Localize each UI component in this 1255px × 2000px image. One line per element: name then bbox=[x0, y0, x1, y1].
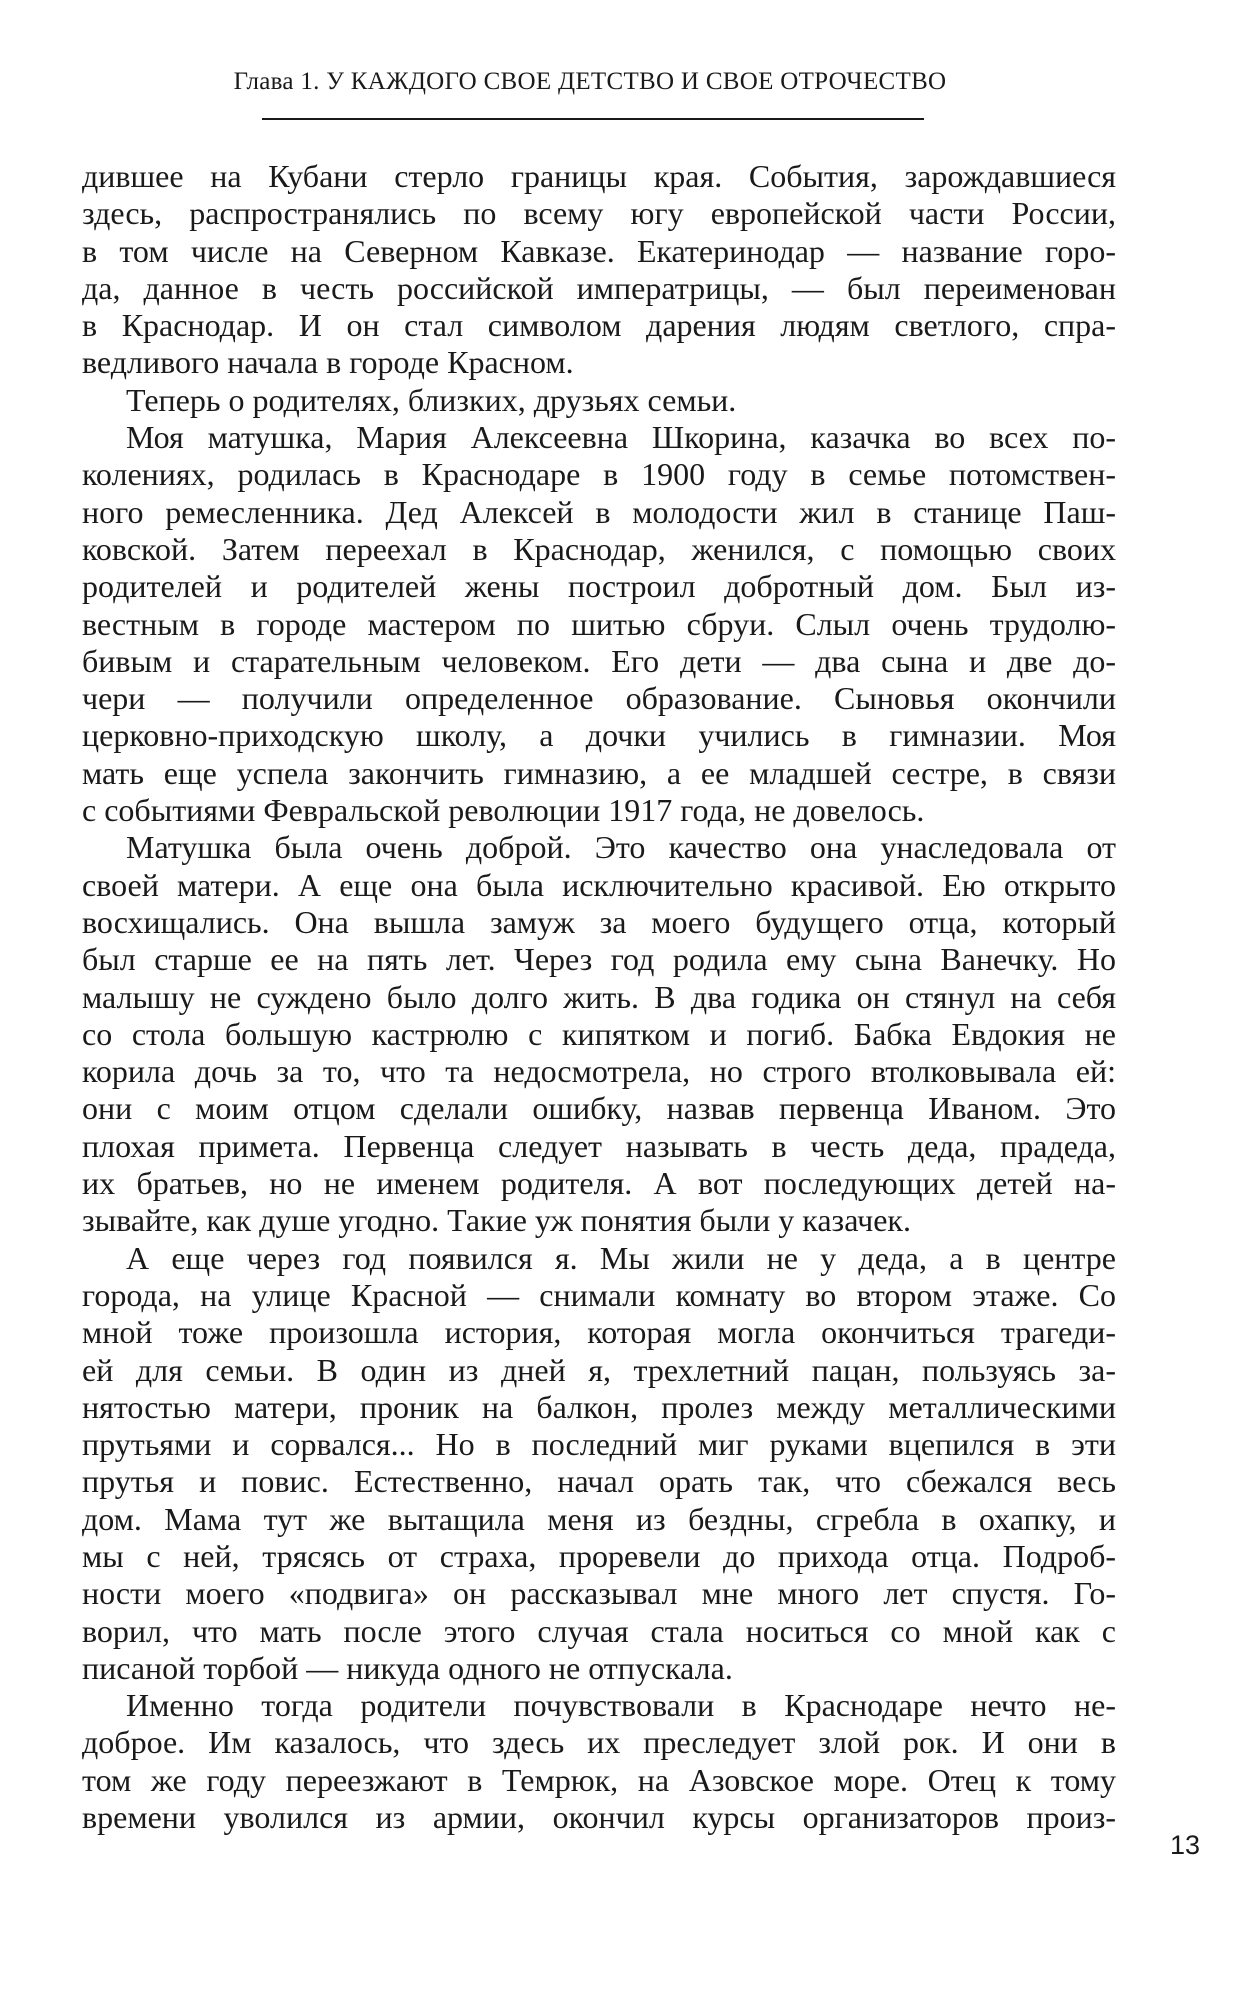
text-line: своей матери. А еще она была исключительно красивой. Ею открыто bbox=[82, 866, 1116, 903]
text-line: их братьев, но не именем родителя. А вот последующих детей на- bbox=[82, 1165, 1116, 1202]
text-line: писаной торбой — никуда одного не отпускала. bbox=[82, 1649, 733, 1686]
text-line: ведливого начала в городе Красном. bbox=[82, 344, 574, 381]
text-line: чери — получили определенное образование. Сыновья окончили bbox=[82, 680, 1116, 717]
text-line: нятостью матери, проник на балкон, пролез между металлическими bbox=[82, 1388, 1116, 1425]
text-line: мать еще успела закончить гимназию, а ее младшей сестре, в связи bbox=[82, 754, 1116, 791]
header-rule bbox=[262, 118, 924, 120]
text-line: с событиями Февральской революции 1917 года, не довелось. bbox=[82, 792, 925, 829]
text-line: восхищались. Она вышла замуж за моего будущего отца, который bbox=[82, 903, 1116, 940]
text-line: колениях, родилась в Краснодаре в 1900 году в семье потомствен- bbox=[82, 456, 1116, 493]
text-line: мной тоже произошла история, которая могла окончиться трагеди- bbox=[82, 1314, 1116, 1351]
text-line: в Краснодар. И он стал символом дарения людям светлого, спра- bbox=[82, 307, 1116, 344]
text-line: прутьями и сорвался... Но в последний миг руками вцепился в эти bbox=[82, 1426, 1116, 1463]
text-line: Именно тогда родители почувствовали в Краснодаре нечто не- bbox=[126, 1687, 1116, 1724]
running-head: Глава 1. У КАЖДОГО СВОЕ ДЕТСТВО И СВОЕ ОТРОЧЕСТВО bbox=[233, 68, 947, 95]
text-line: церковно-приходскую школу, а дочки учились в гимназии. Моя bbox=[82, 717, 1116, 754]
text-line: ворил, что мать после этого случая стала носиться со мной как с bbox=[82, 1612, 1116, 1649]
text-line: А еще через год появился я. Мы жили не у деда, а в центре bbox=[126, 1239, 1116, 1276]
text-line: мы с ней, трясясь от страха, проревели до прихода отца. Подроб- bbox=[82, 1537, 1116, 1574]
text-line: города, на улице Красной — снимали комнату во втором этаже. Со bbox=[82, 1276, 1116, 1313]
text-line: со стола большую кастрюлю с кипятком и погиб. Бабка Евдокия не bbox=[82, 1015, 1116, 1052]
text-line: дом. Мама тут же вытащила меня из бездны, сгребла в охапку, и bbox=[82, 1500, 1116, 1537]
text-line: да, данное в честь российской императрицы, — был переименован bbox=[82, 269, 1116, 306]
text-line: ковской. Затем переехал в Краснодар, женился, с помощью своих bbox=[82, 530, 1116, 567]
text-line: вестным в городе мастером по шитью сбруи. Слыл очень трудолю- bbox=[82, 605, 1116, 642]
page-number: 13 bbox=[1170, 1830, 1201, 1860]
text-line: был старше ее на пять лет. Через год родила ему сына Ванечку. Но bbox=[82, 941, 1116, 978]
text-line: ности моего «подвига» он рассказывал мне много лет спустя. Го- bbox=[82, 1575, 1116, 1612]
text-line: малышу не суждено было долго жить. В два годика он стянул на себя bbox=[82, 978, 1116, 1015]
text-line: корила дочь за то, что та недосмотрела, но строго втолковывала ей: bbox=[82, 1053, 1116, 1090]
body-text bbox=[82, 158, 1116, 1836]
text-line: зывайте, как душе угодно. Такие уж понятия были у казачек. bbox=[82, 1202, 911, 1239]
text-line: бивым и старательным человеком. Его дети — два сына и две до- bbox=[82, 642, 1116, 679]
text-line: плохая примета. Первенца следует называть в честь деда, прадеда, bbox=[82, 1127, 1116, 1164]
text-line: Моя матушка, Мария Алексеевна Шкорина, казачка во всех по- bbox=[126, 419, 1116, 456]
text-line: времени уволился из армии, окончил курсы организаторов произ- bbox=[82, 1799, 1116, 1836]
text-line: здесь, распространялись по всему югу европейской части России, bbox=[82, 195, 1116, 232]
text-line: родителей и родителей жены построил добротный дом. Был из- bbox=[82, 568, 1116, 605]
text-line: том же году переезжают в Темрюк, на Азовское море. Отец к тому bbox=[82, 1761, 1116, 1798]
text-line: они с моим отцом сделали ошибку, назвав первенца Иваном. Это bbox=[82, 1090, 1116, 1127]
text-line: доброе. Им казалось, что здесь их преследует злой рок. И они в bbox=[82, 1724, 1116, 1761]
text-line: ного ремесленника. Дед Алексей в молодости жил в станице Паш- bbox=[82, 493, 1116, 530]
text-line: прутья и повис. Естественно, начал орать так, что сбежался весь bbox=[82, 1463, 1116, 1500]
text-line: ей для семьи. В один из дней я, трехлетний пацан, пользуясь за- bbox=[82, 1351, 1116, 1388]
text-line: в том числе на Северном Кавказе. Екатеринодар — название горо- bbox=[82, 232, 1116, 269]
text-line: Матушка была очень доброй. Это качество она унаследовала от bbox=[126, 829, 1116, 866]
text-line: Теперь о родителях, близких, друзьях семьи. bbox=[126, 381, 737, 418]
text-line: дившее на Кубани стерло границы края. События, зарождавшиеся bbox=[82, 158, 1116, 194]
